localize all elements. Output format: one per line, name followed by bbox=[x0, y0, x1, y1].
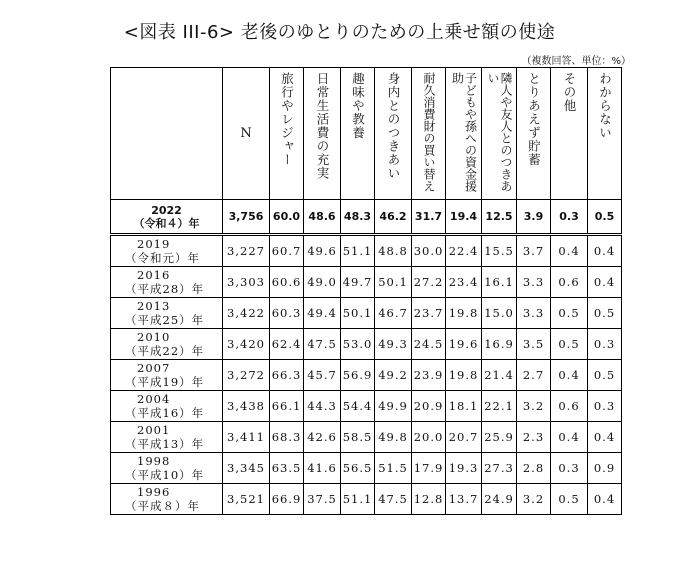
table-cell: 3,420 bbox=[223, 329, 270, 360]
row-era: （平成19）年 bbox=[125, 375, 205, 389]
table-cell: 2.7 bbox=[517, 360, 551, 391]
table-cell: 0.5 bbox=[588, 298, 622, 329]
table-row bbox=[111, 235, 622, 267]
header-savings-label: とりあえず貯蓄 bbox=[526, 72, 542, 167]
highlight-cell: 31.7 bbox=[412, 200, 446, 235]
header-durables-label: 耐久消費財の買い替え bbox=[422, 72, 436, 192]
header-support-label: 子どもや孫への資金援助 bbox=[450, 72, 478, 192]
table-cell: 50.1 bbox=[375, 267, 412, 298]
table-cell: 12.8 bbox=[412, 484, 446, 515]
table-cell: 49.3 bbox=[375, 329, 412, 360]
table-cell: 66.9 bbox=[270, 484, 304, 515]
year-cell bbox=[111, 235, 223, 267]
table-cell: 19.3 bbox=[446, 453, 482, 484]
header-travel bbox=[270, 68, 304, 200]
row-era: （平成16）年 bbox=[125, 406, 205, 420]
table-cell: 47.5 bbox=[375, 484, 412, 515]
table-cell: 3.2 bbox=[517, 484, 551, 515]
highlight-row bbox=[111, 200, 622, 235]
table-row bbox=[111, 484, 622, 515]
table-cell: 49.8 bbox=[375, 422, 412, 453]
row-year: 1996 bbox=[137, 485, 171, 499]
header-friends bbox=[482, 68, 517, 200]
table-cell: 56.5 bbox=[341, 453, 375, 484]
table-cell: 3,272 bbox=[223, 360, 270, 391]
header-friends-label: 隣人や友人とのつきあい bbox=[486, 72, 513, 192]
table-cell: 17.9 bbox=[412, 453, 446, 484]
header-row bbox=[111, 68, 622, 200]
table-cell: 48.8 bbox=[375, 235, 412, 267]
table-cell: 60.3 bbox=[270, 298, 304, 329]
highlight-cell: 3,756 bbox=[223, 200, 270, 235]
highlight-cell: 0.3 bbox=[551, 200, 588, 235]
table-cell: 0.4 bbox=[551, 235, 588, 267]
year-cell bbox=[111, 298, 223, 329]
table-cell: 15.5 bbox=[482, 235, 517, 267]
row-year: 2019 bbox=[137, 237, 171, 251]
year-cell bbox=[111, 329, 223, 360]
table-cell: 3,345 bbox=[223, 453, 270, 484]
table-row bbox=[111, 391, 622, 422]
table-cell: 0.3 bbox=[588, 391, 622, 422]
table-cell: 50.1 bbox=[341, 298, 375, 329]
table-cell: 45.7 bbox=[304, 360, 341, 391]
highlight-year-cell bbox=[111, 200, 223, 235]
row-era: （平成10）年 bbox=[125, 468, 205, 482]
header-hobby bbox=[341, 68, 375, 200]
table-cell: 30.0 bbox=[412, 235, 446, 267]
table-cell: 51.5 bbox=[375, 453, 412, 484]
table-cell: 25.9 bbox=[482, 422, 517, 453]
table-cell: 60.7 bbox=[270, 235, 304, 267]
table-cell: 3,521 bbox=[223, 484, 270, 515]
table-cell: 23.9 bbox=[412, 360, 446, 391]
table-cell: 3.7 bbox=[517, 235, 551, 267]
highlight-cell: 48.6 bbox=[304, 200, 341, 235]
row-era: （令和元）年 bbox=[125, 251, 200, 265]
year-cell bbox=[111, 360, 223, 391]
row-era: （平成22）年 bbox=[125, 344, 205, 358]
table-cell: 49.4 bbox=[304, 298, 341, 329]
table-cell: 21.4 bbox=[482, 360, 517, 391]
table-cell: 0.4 bbox=[551, 422, 588, 453]
table-cell: 23.7 bbox=[412, 298, 446, 329]
table-cell: 20.0 bbox=[412, 422, 446, 453]
row-year: 2007 bbox=[137, 361, 171, 375]
highlight-cell: 46.2 bbox=[375, 200, 412, 235]
highlight-cell: 0.5 bbox=[588, 200, 622, 235]
table-cell: 27.3 bbox=[482, 453, 517, 484]
table-cell: 3.5 bbox=[517, 329, 551, 360]
table-cell: 0.9 bbox=[588, 453, 622, 484]
header-support bbox=[446, 68, 482, 200]
header-travel-label: 旅行やレジャー bbox=[279, 72, 295, 167]
highlight-cell: 48.3 bbox=[341, 200, 375, 235]
highlight-cell: 60.0 bbox=[270, 200, 304, 235]
table-cell: 0.4 bbox=[551, 360, 588, 391]
table-cell: 53.0 bbox=[341, 329, 375, 360]
table-cell: 19.8 bbox=[446, 360, 482, 391]
row-year: 2010 bbox=[137, 330, 171, 344]
header-daily bbox=[304, 68, 341, 200]
history-body bbox=[111, 235, 622, 515]
table-cell: 24.5 bbox=[412, 329, 446, 360]
table-cell: 58.5 bbox=[341, 422, 375, 453]
row-year: 2016 bbox=[137, 268, 171, 282]
table-cell: 56.9 bbox=[341, 360, 375, 391]
table-cell: 44.3 bbox=[304, 391, 341, 422]
highlight-cell: 3.9 bbox=[517, 200, 551, 235]
table-cell: 49.2 bbox=[375, 360, 412, 391]
table-cell: 0.5 bbox=[551, 484, 588, 515]
header-family bbox=[375, 68, 412, 200]
highlight-year: 2022 bbox=[151, 203, 182, 217]
row-era: （平成28）年 bbox=[125, 282, 205, 296]
table-cell: 3,411 bbox=[223, 422, 270, 453]
table-cell: 49.9 bbox=[375, 391, 412, 422]
table-cell: 37.5 bbox=[304, 484, 341, 515]
table-cell: 66.3 bbox=[270, 360, 304, 391]
table-cell: 0.4 bbox=[588, 235, 622, 267]
table-cell: 27.2 bbox=[412, 267, 446, 298]
table-cell: 3.3 bbox=[517, 267, 551, 298]
table-cell: 0.6 bbox=[551, 267, 588, 298]
table-cell: 16.9 bbox=[482, 329, 517, 360]
year-cell bbox=[111, 391, 223, 422]
row-year: 2001 bbox=[137, 423, 171, 437]
header-corner bbox=[111, 68, 223, 200]
usage-table bbox=[110, 67, 622, 515]
table-cell: 20.9 bbox=[412, 391, 446, 422]
table-cell: 22.4 bbox=[446, 235, 482, 267]
row-era: （平成25）年 bbox=[125, 313, 205, 327]
header-other-label: その他 bbox=[562, 72, 577, 113]
row-year: 2004 bbox=[137, 392, 171, 406]
table-cell: 3.2 bbox=[517, 391, 551, 422]
unit-note: （複数回答、単位：%） bbox=[521, 56, 631, 67]
header-savings bbox=[517, 68, 551, 200]
table-cell: 24.9 bbox=[482, 484, 517, 515]
table-cell: 22.1 bbox=[482, 391, 517, 422]
table-cell: 46.7 bbox=[375, 298, 412, 329]
row-era: （平成13）年 bbox=[125, 437, 205, 451]
table-cell: 0.5 bbox=[551, 329, 588, 360]
header-other bbox=[551, 68, 588, 200]
table-cell: 62.4 bbox=[270, 329, 304, 360]
header-daily-label: 日常生活費の充実 bbox=[315, 72, 330, 180]
table-cell: 16.1 bbox=[482, 267, 517, 298]
table-cell: 18.1 bbox=[446, 391, 482, 422]
header-hobby-label: 趣味や教養 bbox=[350, 72, 366, 140]
table-cell: 0.4 bbox=[588, 422, 622, 453]
header-durables bbox=[412, 68, 446, 200]
table-cell: 49.0 bbox=[304, 267, 341, 298]
table-cell: 15.0 bbox=[482, 298, 517, 329]
table-cell: 3,422 bbox=[223, 298, 270, 329]
header-family-label: 身内とのつきあい bbox=[386, 72, 401, 180]
row-year: 2013 bbox=[137, 299, 171, 313]
table-cell: 47.5 bbox=[304, 329, 341, 360]
table-cell: 41.6 bbox=[304, 453, 341, 484]
table-cell: 51.1 bbox=[341, 484, 375, 515]
table-cell: 3.3 bbox=[517, 298, 551, 329]
table-row bbox=[111, 298, 622, 329]
table-cell: 42.6 bbox=[304, 422, 341, 453]
table-cell: 51.1 bbox=[341, 235, 375, 267]
year-cell bbox=[111, 484, 223, 515]
table-cell: 49.7 bbox=[341, 267, 375, 298]
row-era: （平成８）年 bbox=[125, 499, 200, 513]
table-cell: 2.8 bbox=[517, 453, 551, 484]
table-cell: 66.1 bbox=[270, 391, 304, 422]
table-cell: 0.4 bbox=[588, 267, 622, 298]
row-year: 1998 bbox=[137, 454, 171, 468]
table-cell: 19.8 bbox=[446, 298, 482, 329]
table-cell: 49.6 bbox=[304, 235, 341, 267]
table-cell: 3,227 bbox=[223, 235, 270, 267]
table-row bbox=[111, 453, 622, 484]
table-cell: 3,303 bbox=[223, 267, 270, 298]
highlight-cell: 12.5 bbox=[482, 200, 517, 235]
table-row bbox=[111, 267, 622, 298]
year-cell bbox=[111, 267, 223, 298]
table-cell: 23.4 bbox=[446, 267, 482, 298]
table-cell: 2.3 bbox=[517, 422, 551, 453]
table-cell: 3,438 bbox=[223, 391, 270, 422]
highlight-cell: 19.4 bbox=[446, 200, 482, 235]
table-cell: 68.3 bbox=[270, 422, 304, 453]
header-n: N bbox=[223, 68, 270, 200]
table-cell: 0.3 bbox=[551, 453, 588, 484]
table-cell: 0.5 bbox=[588, 360, 622, 391]
year-cell bbox=[111, 453, 223, 484]
header-unknown-label: わからない bbox=[597, 72, 613, 140]
highlight-era: （令和４）年 bbox=[133, 216, 200, 230]
table-cell: 63.5 bbox=[270, 453, 304, 484]
table-cell: 0.6 bbox=[551, 391, 588, 422]
header-unknown bbox=[588, 68, 622, 200]
figure-title: <図表 III-6> 老後のゆとりのための上乗せ額の使途 bbox=[123, 22, 556, 43]
table-cell: 0.3 bbox=[588, 329, 622, 360]
table-row bbox=[111, 422, 622, 453]
table-cell: 0.5 bbox=[551, 298, 588, 329]
table-cell: 60.6 bbox=[270, 267, 304, 298]
year-cell bbox=[111, 422, 223, 453]
table-cell: 54.4 bbox=[341, 391, 375, 422]
table-row bbox=[111, 329, 622, 360]
table-row bbox=[111, 360, 622, 391]
table-cell: 0.4 bbox=[588, 484, 622, 515]
table-cell: 20.7 bbox=[446, 422, 482, 453]
table-cell: 19.6 bbox=[446, 329, 482, 360]
table-cell: 13.7 bbox=[446, 484, 482, 515]
